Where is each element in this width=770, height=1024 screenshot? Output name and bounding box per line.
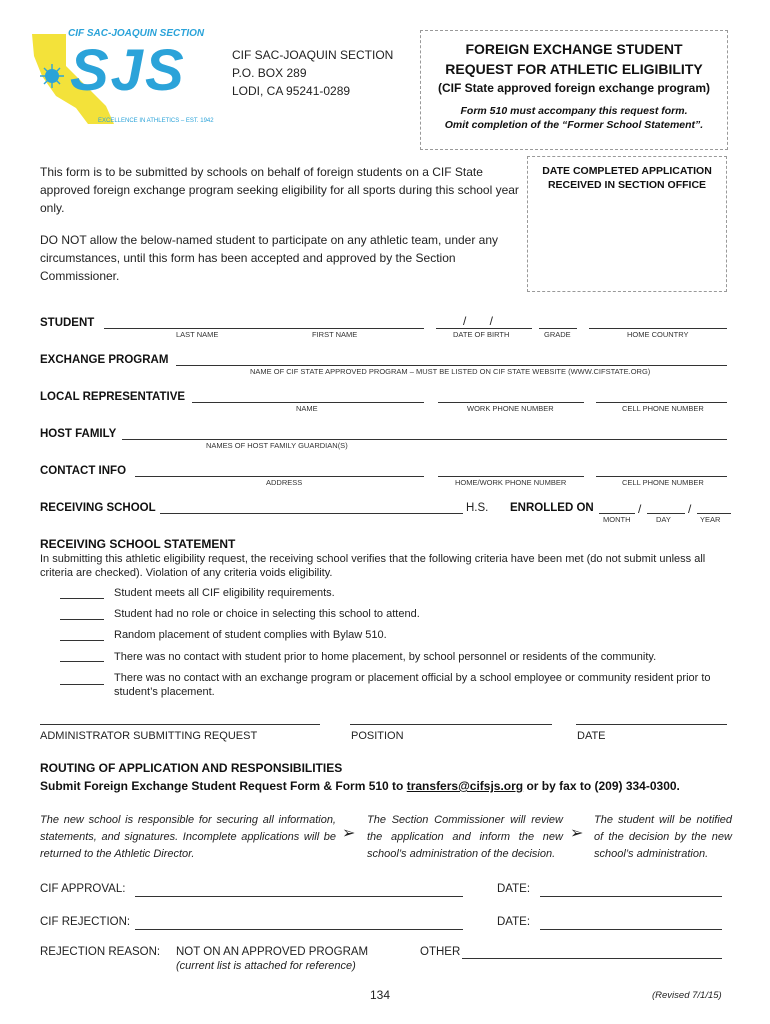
address-line-2: P.O. BOX 289 — [232, 66, 307, 80]
section-address — [232, 46, 393, 100]
criterion-5: There was no contact with an exchange program or placement official by a school employee or community resident prior to student’s placement. — [114, 672, 711, 698]
local-rep-label: LOCAL REPRESENTATIVE — [40, 391, 186, 403]
contact-home-phone-line[interactable] — [438, 476, 584, 477]
page-number: 134 — [370, 988, 391, 1002]
criterion-4: There was no contact with student prior to home placement, by school personnel or residents of the community. — [114, 651, 657, 663]
year-caption: YEAR — [700, 515, 721, 524]
routing-heading: ROUTING OF APPLICATION AND RESPONSIBILITIES — [40, 761, 343, 775]
grade-line[interactable] — [539, 328, 577, 329]
month-caption: MONTH — [603, 515, 631, 524]
date-slash-2: / — [688, 502, 692, 516]
cell-phone-caption-2: CELL PHONE NUMBER — [622, 478, 704, 487]
local-rep-name-line[interactable] — [192, 402, 424, 403]
date-slash-1: / — [638, 502, 642, 516]
admin-signature-line[interactable] — [40, 724, 320, 725]
date-received-box[interactable] — [527, 156, 727, 292]
local-rep-cell-phone-line[interactable] — [596, 402, 727, 403]
hs-suffix: H.S. — [466, 502, 489, 514]
cell-phone-caption: CELL PHONE NUMBER — [622, 404, 704, 413]
receiving-school-line[interactable] — [160, 513, 463, 514]
address-caption: ADDRESS — [266, 478, 303, 487]
rejection-date-label: DATE: — [497, 916, 531, 928]
dob-caption: DATE OF BIRTH — [453, 330, 510, 339]
routing-submit-prefix: Submit Foreign Exchange Student Request Form & Form 510 to — [40, 779, 407, 793]
host-family-caption: NAMES OF HOST FAMILY GUARDIAN(S) — [206, 441, 348, 450]
work-phone-caption: WORK PHONE NUMBER — [467, 404, 554, 413]
intro-paragraph-2: DO NOT allow the below-named student to participate on any athletic team, under any circumstances, until this form has been accepted and approved by the Section Commissioner. — [40, 233, 499, 283]
criterion-check-5[interactable] — [60, 684, 104, 685]
home-work-phone-caption: HOME/WORK PHONE NUMBER — [455, 478, 567, 487]
local-rep-work-phone-line[interactable] — [438, 402, 584, 403]
logo-letters: SJS — [70, 38, 186, 103]
criterion-check-3[interactable] — [60, 640, 104, 641]
student-label: STUDENT — [40, 317, 95, 329]
enrolled-year-line[interactable] — [697, 513, 731, 514]
criterion-2: Student had no role or choice in selecting this school to attend. — [114, 608, 420, 620]
local-rep-name-caption: NAME — [296, 404, 318, 413]
arrow-icon-1: ➢ — [342, 825, 356, 842]
routing-email-link[interactable]: transfers@cifsjs.org — [406, 779, 524, 793]
logo-tagline: EXCELLENCE IN ATHLETICS – EST. 1942 — [98, 118, 214, 124]
dob-slashes: / / — [463, 314, 494, 328]
routing-col-2: The Section Commissioner will review the application and inform the new school’s administration of the decision. — [367, 814, 563, 860]
title-note-1: Form 510 must accompany this request form. — [460, 105, 688, 117]
enrolled-day-line[interactable] — [647, 513, 685, 514]
enrolled-month-line[interactable] — [599, 513, 635, 514]
statement-heading: RECEIVING SCHOOL STATEMENT — [40, 537, 236, 551]
routing-col-1: The new school is responsible for securing all information, statements, and signatures. Incomplete applications will be returned to the Athletic Director. — [40, 814, 336, 860]
address-line-3: LODI, CA 95241-0289 — [232, 84, 351, 98]
dob-line[interactable] — [436, 328, 532, 329]
cif-rejection-line[interactable] — [135, 929, 463, 930]
date-box-line-1: DATE COMPLETED APPLICATION — [542, 165, 712, 177]
logo-arc-text: CIF SAC-JOAQUIN SECTION — [68, 28, 205, 39]
other-reason-label: OTHER — [420, 946, 461, 958]
not-approved-option: NOT ON AN APPROVED PROGRAM — [176, 946, 369, 958]
routing-submit — [40, 779, 680, 793]
date-box-line-2: RECEIVED IN SECTION OFFICE — [547, 179, 707, 191]
rejection-reason-label: REJECTION REASON: — [40, 946, 161, 958]
criterion-check-2[interactable] — [60, 619, 104, 620]
criterion-check-1[interactable] — [60, 598, 104, 599]
title-line-1: FOREIGN EXCHANGE STUDENT — [465, 41, 683, 57]
title-line-2: REQUEST FOR ATHLETIC ELIGIBILITY — [445, 61, 703, 77]
position-line[interactable] — [350, 724, 552, 725]
admin-caption: ADMINISTRATOR SUBMITTING REQUEST — [40, 730, 258, 742]
criterion-1: Student meets all CIF eligibility requirements. — [114, 587, 335, 599]
cif-approval-line[interactable] — [135, 896, 463, 897]
contact-info-label: CONTACT INFO — [40, 465, 127, 477]
approval-date-line[interactable] — [540, 896, 722, 897]
first-name-caption: FIRST NAME — [312, 330, 358, 339]
contact-cell-phone-line[interactable] — [596, 476, 727, 477]
signature-date-line[interactable] — [576, 724, 727, 725]
cif-sjs-logo — [26, 26, 226, 130]
intro-paragraph-1: This form is to be submitted by schools on behalf of foreign students on a CIF State approved foreign exchange program seeking eligibility for all sports during this school year only. — [40, 165, 519, 215]
title-line-3: (CIF State approved foreign exchange program) — [437, 81, 711, 95]
title-box — [420, 30, 728, 150]
criterion-3: Random placement of student complies with Bylaw 510. — [114, 629, 387, 641]
cif-rejection-label: CIF REJECTION: — [40, 916, 131, 928]
statement-intro: In submitting this athletic eligibility request, the receiving school verifies that the following criteria have been met (do not submit unless all criteria are checked). Violation of any criteria voids eligibility. — [40, 553, 706, 579]
rejection-date-line[interactable] — [540, 929, 722, 930]
exchange-program-line[interactable] — [176, 365, 727, 366]
enrolled-on-label: ENROLLED ON — [510, 502, 594, 514]
exchange-program-label: EXCHANGE PROGRAM — [40, 354, 169, 366]
contact-address-line[interactable] — [135, 476, 424, 477]
home-country-caption: HOME COUNTRY — [627, 330, 689, 339]
grade-caption: GRADE — [544, 330, 571, 339]
routing-submit-suffix: or by fax to (209) 334-0300. — [523, 779, 680, 793]
cif-approval-label: CIF APPROVAL: — [40, 883, 126, 895]
home-country-line[interactable] — [589, 328, 727, 329]
student-name-line[interactable] — [104, 328, 424, 329]
last-name-caption: LAST NAME — [176, 330, 219, 339]
signature-date-caption: DATE — [577, 730, 606, 742]
revision-date: (Revised 7/1/15) — [652, 990, 722, 1001]
arrow-icon-2: ➢ — [570, 825, 584, 842]
approval-date-label: DATE: — [497, 883, 531, 895]
other-reason-line[interactable] — [462, 958, 722, 959]
host-family-line[interactable] — [122, 439, 727, 440]
exchange-program-caption: NAME OF CIF STATE APPROVED PROGRAM – MUST BE LISTED ON CIF STATE WEBSITE (WWW.CIFSTATE.ORG) — [250, 367, 651, 376]
day-caption: DAY — [656, 515, 671, 524]
receiving-school-label: RECEIVING SCHOOL — [40, 502, 156, 514]
position-caption: POSITION — [351, 730, 404, 742]
criterion-check-4[interactable] — [60, 661, 104, 662]
routing-col-3: The student will be notified of the decision by the new school’s administration. — [594, 814, 732, 860]
host-family-label: HOST FAMILY — [40, 428, 117, 440]
title-note-2: Omit completion of the “Former School Statement”. — [444, 119, 704, 131]
approved-list-note: (current list is attached for reference) — [176, 960, 356, 972]
address-line-1: CIF SAC-JOAQUIN SECTION — [232, 48, 394, 62]
